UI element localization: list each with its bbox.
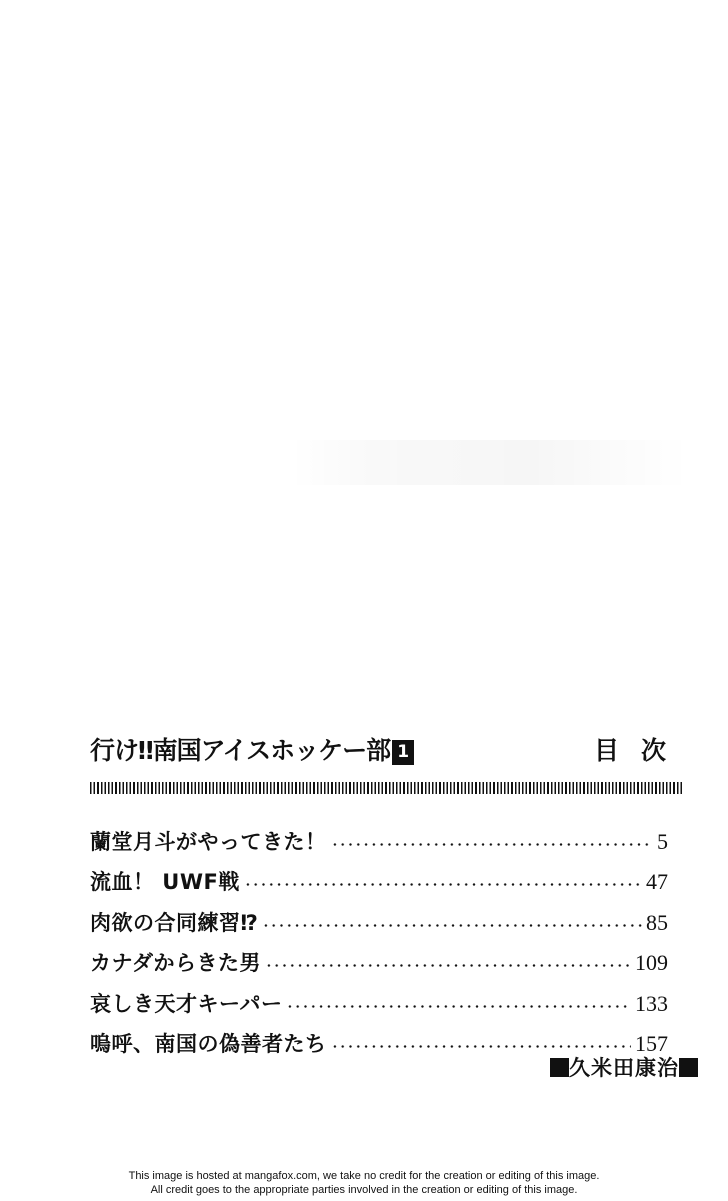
dot-leader — [331, 843, 654, 846]
hosting-disclaimer — [0, 1169, 728, 1197]
toc-entry-title: 蘭堂月斗がやってきた！ — [90, 829, 327, 854]
dot-leader — [244, 883, 642, 886]
table-of-contents — [90, 734, 688, 1080]
toc-entry — [90, 814, 668, 855]
toc-entry-title: カナダからきた男 — [90, 951, 261, 975]
toc-entry-title: 流血！ UWF戦 — [90, 870, 240, 894]
toc-entry — [90, 936, 668, 977]
series-title-text: 行け‼南国アイスホッケー部 — [90, 736, 391, 765]
toc-entry-page: 109 — [635, 950, 668, 975]
volume-badge: 1 — [392, 740, 414, 765]
author-credit — [550, 1052, 698, 1082]
dot-leader — [262, 924, 642, 927]
dot-leader — [265, 964, 631, 967]
toc-entry-page: 133 — [635, 990, 668, 1016]
series-title — [90, 734, 414, 768]
toc-entry — [90, 855, 668, 896]
toc-entry-page: 157 — [635, 1031, 668, 1056]
hatched-divider — [90, 782, 684, 794]
toc-entries — [90, 814, 668, 1057]
toc-entry-title: 嗚呼、南国の偽善者たち — [90, 1032, 327, 1056]
contents-heading: 目次 — [593, 736, 688, 765]
author-name: 久米田康治 — [569, 1056, 679, 1080]
toc-header — [90, 734, 688, 772]
toc-entry-page: 5 — [657, 828, 668, 854]
square-bullet-icon — [679, 1058, 698, 1077]
toc-entry-page: 85 — [646, 909, 668, 935]
toc-entry-page: 47 — [646, 869, 668, 894]
disclaimer-line: All credit goes to the appropriate parties involved in the creation or editing of this image. — [150, 1184, 578, 1196]
page-bleed-through — [290, 440, 690, 485]
toc-entry — [90, 976, 668, 1017]
square-bullet-icon — [550, 1058, 569, 1077]
disclaimer-line: This image is hosted at mangafox.com, we take no credit for the creation or editing of this image. — [128, 1170, 600, 1182]
dot-leader — [286, 1005, 631, 1008]
toc-entry — [90, 1017, 668, 1058]
dot-leader — [331, 1045, 632, 1048]
toc-entry — [90, 895, 668, 936]
toc-entry-title: 肉欲の合同練習⁉ — [90, 910, 259, 935]
toc-entry-title: 哀しき天才キーパー — [90, 991, 283, 1016]
